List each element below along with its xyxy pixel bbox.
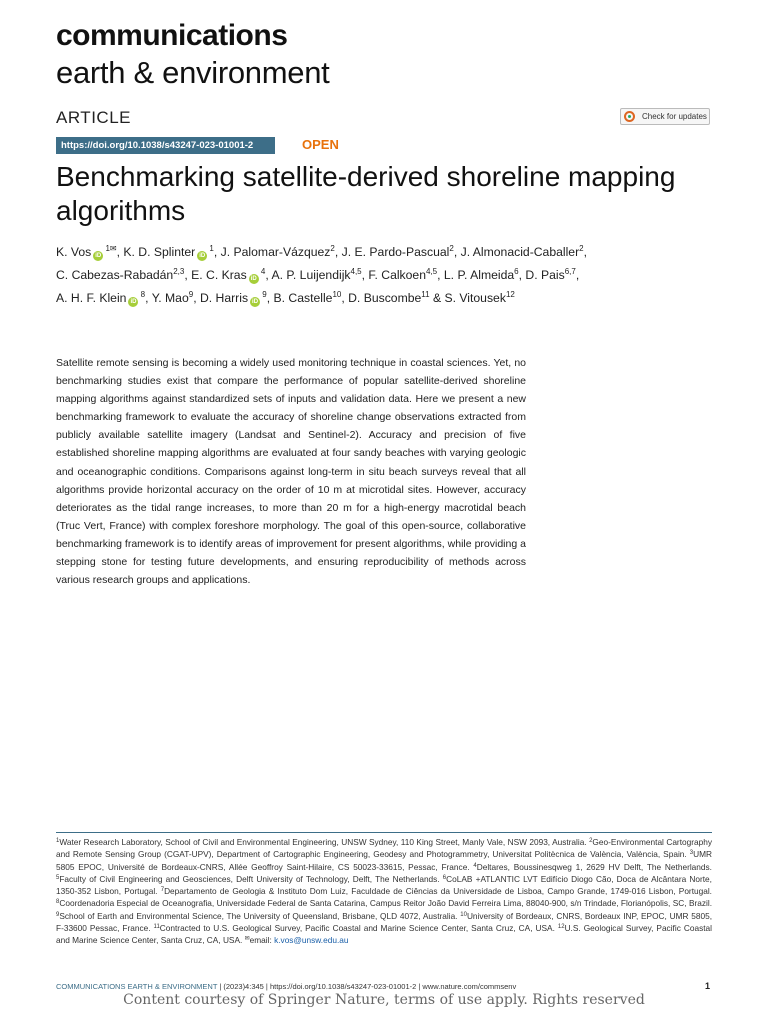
author-affiliation-number: 4 — [258, 267, 266, 276]
affiliation-number: 10 — [460, 911, 467, 918]
affiliation-text: Coordenadoria Especial de Oceanografia, Universidade Federal de Santa Catarina, Campus Reitor João David Ferreira Lima, 88040-900, s/n Trindade, Florianópolis, SC, Brazil. — [59, 898, 712, 909]
author[interactable] — [342, 245, 454, 259]
affiliation-text: UMR 5805 EPOC, Université de Bordeaux-CNRS, Allée Geoffroy Saint-Hilaire, CS 50023-33615, Pessac, France. — [56, 849, 712, 872]
orcid-icon[interactable]: iD — [95, 253, 102, 259]
affiliation-text: Faculty of Civil Engineering and Geosciences, Delft University of Technology, Delft, The Netherlands. — [59, 873, 443, 884]
author-name: D. Pais — [525, 268, 565, 282]
author-name: D. Harris — [199, 291, 249, 305]
author[interactable] — [56, 268, 184, 282]
affiliation-number: 12 — [557, 924, 565, 931]
author-name: E. C. Kras — [191, 268, 247, 282]
author[interactable] — [123, 245, 213, 259]
email-link[interactable]: k.vos@unsw.edu.au — [274, 935, 349, 946]
affiliation-text: University of Bordeaux, CNRS, Bordeaux INP, EPOC, UMR 5805, F-33600 Pessac, France. — [56, 910, 712, 934]
author-name: C. Cabezas-Rabadán — [56, 268, 174, 282]
affiliation-number: 8 — [56, 899, 60, 906]
affiliation-text: CoLAB +ATLANTIC LVT Edifício Diogo Cão, Doca de Alcântara Norte, 1350-352 Lisbon, Portugal. — [56, 873, 712, 897]
page-number: 1 — [705, 981, 711, 991]
author[interactable] — [221, 245, 335, 259]
paper-title: Benchmarking satellite-derived shoreline mapping algorithms — [56, 161, 676, 226]
author-affiliation-number: 2 — [579, 244, 584, 253]
author[interactable] — [525, 268, 575, 282]
affiliations — [56, 836, 712, 947]
affiliation-text: U.S. Geological Survey, Pacific Coastal and Marine Science Center, Santa Cruz, CA, USA. — [56, 923, 712, 946]
author-name: S. Vitousek — [444, 291, 506, 305]
orcid-icon[interactable]: iD — [250, 276, 257, 282]
author-affiliation-number: 10 — [332, 290, 342, 299]
abstract: Satellite remote sensing is becoming a widely used monitoring technique in coastal sciences. Yet, no benchmarking studies exist that compare the performance of popular satellite-derived shoreline mapping algorithms against standardized sets of inputs and validation data. Here we present a new benchmarking framework to evaluate the accuracy of shoreline change observations extracted from publicly available satellite imagery (Landsat and Sentinel-2). Accuracy and precision of five established shoreline mapping algorithms are evaluated at four sandy beaches with varying geologic and oceanographic conditions. Comparisons against long-term in situ beach surveys reveal that all algorithms provide horizontal accuracy on the order of 10 m at microtidal sites. However, accuracy deteriorates as the tidal range increases, to more than 20 m for a high-energy macrotidal beach (Truc Vert, France) with complex foreshore morphology. The goal of this open-source, collaborative benchmarking framework is to identify areas of improvement for present algorithms, while providing a stepping stone for testing future developments, and ensuring reproducibility of methods across various research groups and applications. — [56, 357, 526, 587]
author-name: D. Buscombe — [348, 291, 422, 305]
page-footer — [56, 982, 712, 991]
journal-name-line1: communications — [56, 19, 288, 52]
affiliation-text: Geo-Environmental Cartography and Remote Sensing Group (CGAT-UPV), Department of Cartographic Engineering, Geodesy and Photogrammetry, Universitat Politècnica de València, València, Spain. — [56, 837, 712, 860]
check-updates-button[interactable] — [620, 108, 710, 125]
footer-journal: COMMUNICATIONS EARTH & ENVIRONMENT — [56, 982, 218, 991]
author-name: B. Castelle — [273, 291, 333, 305]
article-type: ARTICLE — [56, 108, 131, 127]
affiliation-number: 5 — [56, 874, 60, 881]
author-affiliation-number: 9 — [260, 290, 267, 299]
author-name: Y. Mao — [151, 291, 189, 305]
affiliation-number: 4 — [473, 862, 477, 869]
author-name: F. Calkoen — [368, 268, 426, 282]
footer-citation: | (2023)4:345 | https://doi.org/10.1038/s43247-023-01001-2 | www.nature.com/commsenv — [217, 982, 517, 991]
author-name: K. D. Splinter — [123, 245, 196, 259]
author-name: K. Vos — [56, 245, 92, 259]
author-name: J. Almonacid-Caballer — [460, 245, 580, 259]
author-affiliation-number: 12 — [505, 290, 515, 299]
author[interactable] — [445, 291, 515, 305]
author-affiliation-number: 6 — [514, 267, 519, 276]
check-updates-icon — [624, 111, 635, 122]
author-affiliation-number: 9 — [188, 290, 194, 299]
author-affiliation-number: 11 — [421, 290, 430, 299]
affiliation-text: Deltares, Boussinesqweg 1, 2629 HV Delft, The Netherlands. — [476, 861, 712, 872]
author[interactable] — [271, 268, 361, 282]
author-affiliation-number: 6,7 — [564, 267, 576, 276]
author[interactable] — [274, 291, 342, 305]
affiliation-number: 9 — [56, 911, 60, 918]
check-updates-label: Check for updates — [642, 112, 707, 121]
author[interactable] — [348, 291, 429, 305]
author-list: K. Vos iD $^{1✉}$, K. D. Splinter iD $^1$, J. Palomar-Vázquez$^2$, J. E. Pardo-Pascual$^2$, J. Almonacid-Caballer$^2$, C. Cabezas-Rabadán$^{2,3}$, E. C. Kras iD $^4$, A. P. Luijendijk$^{4,5}$, F. Calkoen$^{4,5}$, L. P. Almeida$^6$, D. Pais$^{6,7}$, A. H. F. Klein iD $^8$, Y. Mao$^9$, D. Harris iD $^9$, B. Castelle$^{10}$, D. Buscombe$^{11}$ & S. Vitousek$^{12}$ — [56, 244, 587, 305]
author-affiliation-number: 1 — [207, 244, 214, 253]
orcid-icon[interactable]: iD — [252, 299, 259, 305]
author[interactable] — [368, 268, 437, 282]
author-name: J. Palomar-Vázquez — [220, 245, 331, 259]
affiliation-number: 3 — [689, 850, 694, 857]
affiliation-number: 6 — [442, 874, 447, 881]
affiliation-text: School of Earth and Environmental Science, The University of Queensland, Brisbane, QLD 4072, Australia. — [59, 910, 461, 921]
journal-name-line2: earth & environment — [56, 55, 330, 90]
author-name: L. P. Almeida — [443, 268, 515, 282]
affiliation-text: Water Research Laboratory, School of Civil and Environmental Engineering, UNSW Sydney, 110 King Street, Manly Vale, NSW 2093, Australia. — [59, 837, 590, 847]
affiliation-divider — [56, 832, 712, 833]
author-affiliation-number: 2,3 — [173, 267, 185, 276]
open-access-badge: OPEN — [302, 137, 339, 152]
author-affiliation-number: 2 — [330, 244, 335, 253]
author-name: A. P. Luijendijk — [271, 268, 351, 282]
email-label: email: — [249, 935, 275, 946]
courtesy-notice: Content courtesy of Springer Nature, terms of use apply. Rights reserved — [123, 992, 645, 1008]
author[interactable] — [152, 291, 194, 305]
affiliation-number: 7 — [160, 887, 165, 894]
affiliation-number: 11 — [153, 924, 160, 931]
author-affiliation-number: 8 — [138, 290, 146, 299]
orcid-icon[interactable]: iD — [199, 253, 206, 259]
email-icon: ✉ — [244, 936, 250, 943]
author-affiliation-number: 4,5 — [350, 267, 362, 276]
affiliation-number: 1 — [56, 838, 60, 844]
author-name: J. E. Pardo-Pascual — [341, 245, 450, 259]
author-affiliation-number: 1✉ — [103, 244, 117, 253]
affiliation-text: Departamento de Geologia & Instituto Dom Luiz, Faculdade de Ciências da Universidade de Lisboa, Campo Grande, 1749-016 Lisbon, Portugal. — [164, 886, 712, 897]
author[interactable] — [200, 291, 267, 305]
affiliation-text: Contracted to U.S. Geological Survey, Pacific Coastal and Marine Science Center, Santa Cruz, CA, USA. — [159, 923, 558, 934]
author-affiliation-number: 2 — [449, 244, 454, 253]
author[interactable] — [191, 268, 265, 282]
author-affiliation-number: 4,5 — [426, 267, 438, 276]
author[interactable] — [461, 245, 584, 259]
affiliation-number: 2 — [589, 838, 593, 844]
orcid-icon[interactable]: iD — [130, 299, 137, 305]
author[interactable] — [444, 268, 519, 282]
doi-link[interactable]: https://doi.org/10.1038/s43247-023-01001-2 — [56, 137, 275, 154]
author-name: A. H. F. Klein — [56, 291, 127, 305]
author[interactable] — [56, 291, 145, 305]
author[interactable] — [56, 245, 117, 259]
